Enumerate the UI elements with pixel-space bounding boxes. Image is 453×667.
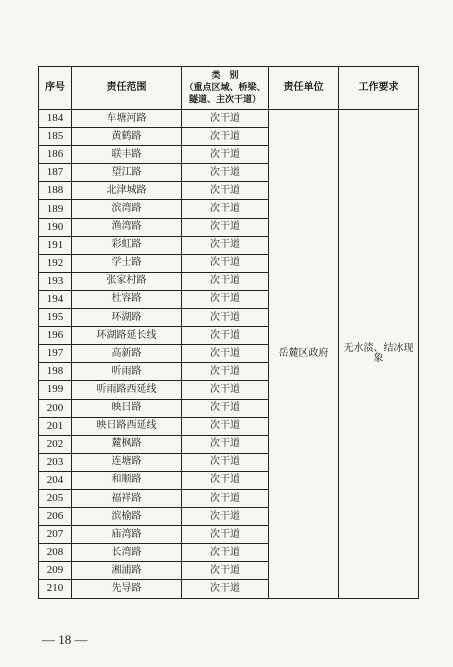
row-scope: 福祥路: [72, 489, 182, 507]
row-index: 207: [39, 526, 72, 544]
header-requirement: 工作要求: [339, 67, 419, 110]
row-category: 次干道: [182, 381, 269, 399]
row-category: 次干道: [182, 110, 269, 128]
row-category: 次干道: [182, 254, 269, 272]
row-scope: 滨湾路: [72, 200, 182, 218]
row-category: 次干道: [182, 200, 269, 218]
row-category: 次干道: [182, 471, 269, 489]
row-category: 次干道: [182, 453, 269, 471]
header-category-line3: 隧道、主次干道）: [188, 95, 261, 105]
responsible-unit-cell: 岳麓区政府: [269, 110, 339, 599]
row-index: 210: [39, 580, 72, 598]
row-index: 198: [39, 363, 72, 381]
row-index: 208: [39, 544, 72, 562]
header-index: 序号: [39, 67, 72, 110]
row-index: 197: [39, 345, 72, 363]
row-index: 184: [39, 110, 72, 128]
row-category: 次干道: [182, 272, 269, 290]
row-scope: 联丰路: [72, 146, 182, 164]
row-scope: 庙湾路: [72, 526, 182, 544]
row-category: 次干道: [182, 508, 269, 526]
row-category: 次干道: [182, 417, 269, 435]
row-index: 199: [39, 381, 72, 399]
row-index: 188: [39, 182, 72, 200]
row-scope: 映日路西延线: [72, 417, 182, 435]
row-category: 次干道: [182, 327, 269, 345]
row-scope: 映日路: [72, 399, 182, 417]
row-category: 次干道: [182, 435, 269, 453]
row-index: 196: [39, 327, 72, 345]
row-category: 次干道: [182, 146, 269, 164]
row-scope: 环湖路延长线: [72, 327, 182, 345]
row-index: 194: [39, 290, 72, 308]
row-category: 次干道: [182, 489, 269, 507]
row-scope: 连塘路: [72, 453, 182, 471]
row-scope: 听雨路: [72, 363, 182, 381]
row-category: 次干道: [182, 164, 269, 182]
row-category: 次干道: [182, 236, 269, 254]
row-scope: 先导路: [72, 580, 182, 598]
table-body: [39, 110, 419, 599]
row-scope: 长湾路: [72, 544, 182, 562]
page-number: — 18 —: [42, 632, 88, 647]
row-scope: 滨榆路: [72, 508, 182, 526]
row-index: 205: [39, 489, 72, 507]
row-index: 190: [39, 218, 72, 236]
row-scope: 黄鹤路: [72, 128, 182, 146]
row-index: 201: [39, 417, 72, 435]
row-index: 204: [39, 471, 72, 489]
row-category: 次干道: [182, 562, 269, 580]
row-category: 次干道: [182, 345, 269, 363]
header-category: [182, 67, 269, 110]
row-scope: 和顺路: [72, 471, 182, 489]
row-category: 次干道: [182, 580, 269, 598]
row-scope: 高新路: [72, 345, 182, 363]
row-category: 次干道: [182, 309, 269, 327]
row-index: 209: [39, 562, 72, 580]
row-scope: 杜容路: [72, 290, 182, 308]
row-index: 200: [39, 399, 72, 417]
row-index: 202: [39, 435, 72, 453]
header-category-line1: 类 别: [211, 71, 239, 81]
header-scope: 责任范围: [72, 67, 182, 110]
row-index: 193: [39, 272, 72, 290]
row-scope: 环湖路: [72, 309, 182, 327]
row-scope: 张家村路: [72, 272, 182, 290]
row-scope: 车塘河路: [72, 110, 182, 128]
row-scope: 渔湾路: [72, 218, 182, 236]
row-category: 次干道: [182, 182, 269, 200]
row-index: 203: [39, 453, 72, 471]
row-index: 192: [39, 254, 72, 272]
row-index: 187: [39, 164, 72, 182]
work-requirement-cell: 无水渍、结冰现象: [339, 110, 419, 599]
row-scope: 彩虹路: [72, 236, 182, 254]
row-category: 次干道: [182, 128, 269, 146]
row-category: 次干道: [182, 544, 269, 562]
row-index: 186: [39, 146, 72, 164]
row-index: 191: [39, 236, 72, 254]
row-category: 次干道: [182, 399, 269, 417]
responsibility-table: [38, 66, 419, 599]
header-category-line2: （重点区域、桥梁、: [184, 83, 266, 93]
row-scope: 听雨路西延线: [72, 381, 182, 399]
table-row: [39, 110, 419, 128]
row-index: 185: [39, 128, 72, 146]
row-category: 次干道: [182, 218, 269, 236]
row-scope: 湘浦路: [72, 562, 182, 580]
row-category: 次干道: [182, 363, 269, 381]
row-index: 189: [39, 200, 72, 218]
row-category: 次干道: [182, 290, 269, 308]
header-unit: 责任单位: [269, 67, 339, 110]
row-category: 次干道: [182, 526, 269, 544]
row-scope: 学士路: [72, 254, 182, 272]
row-index: 206: [39, 508, 72, 526]
row-scope: 望江路: [72, 164, 182, 182]
row-scope: 北津城路: [72, 182, 182, 200]
responsibility-table-container: [38, 66, 418, 599]
row-index: 195: [39, 309, 72, 327]
table-header-row: [39, 67, 419, 110]
row-scope: 麓枫路: [72, 435, 182, 453]
